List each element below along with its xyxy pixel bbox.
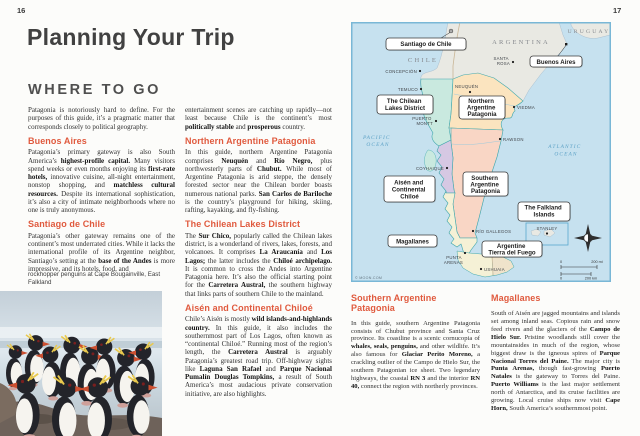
buenos-aires-dot (565, 43, 567, 45)
scale-200-km: 200 km (584, 276, 598, 281)
heading-magallanes: Magallanes (491, 294, 541, 303)
callout-magallanes (388, 235, 438, 248)
patagonia-region-map (351, 22, 611, 282)
argentina-label: ARGENTINA (492, 39, 550, 46)
map-art (351, 22, 611, 282)
scale-200-mi: 200 mi (591, 260, 603, 264)
aisen-paragraph: Chile’s Aisén is mostly wild islands-and-highlands country. In this guide, it also includes the southernmost part of Los Lagos, often known as “continental Chiloé.” Running most of the region’s length, the Carretera Austral is arguably Patagonia’s greatest road trip. Off-highway sights like Laguna San Rafael and Parque Nacional Pumalín Douglas Tompkins, a result of South America’s most audacious private conservation initiative, are also highlights. (185, 315, 332, 398)
penguins-photo-art (0, 291, 162, 436)
svg-text:Santiago de Chile: Santiago de Chile (400, 41, 452, 49)
punta-arenas-dot (464, 252, 466, 254)
temuco-label: TEMUCO (397, 87, 418, 92)
map-credit: © MOON.COM (355, 276, 383, 280)
stanley-dot (546, 232, 548, 234)
intro-paragraph: Patagonia is notoriously hard to define. For the purposes of this guide, it’s a pragmatic matter that corresponds closely to political geography. (28, 106, 175, 131)
page-number-right: 17 (613, 6, 622, 15)
viedma-dot (513, 106, 515, 108)
heading-santiago: Santiago de Chile (28, 219, 106, 230)
buenos-aires-paragraph: Patagonia’s primary gateway is also South America’s highest-profile capital. Many visitors spend weeks or even months enjoying its first-rate hotels, innovative cuisine, all-night entertainment, nonstop shopping, and matchless cultural resources. Despite its international sophistication, it’s also a city of intimate neighborhoods where no one is truly anonymous. (28, 148, 175, 215)
pacific-ocean-label: PACIFIC OCEAN (362, 135, 391, 148)
continuation-paragraph: entertainment scenes are catching up rapidly—not least because Chile is the continent’s most politically stable and prosperous country. (185, 106, 332, 131)
photo-surf-band (0, 327, 162, 338)
callout-chilean-lakes-district (377, 95, 434, 115)
callout-buenos-aires (530, 56, 583, 68)
rawson-label: RAWSON (503, 137, 524, 142)
northern-paragraph: In this guide, northern Argentine Patagonia comprises Neuquén and Río Negro, plus northwesterly parts of Chubut. While most of Argentine Patagonia is arid steppe, the densely forested sector near the Chilean border boasts numerous national parks. San Carlos de Bariloche is the country’s playground for hiking, skiing, rafting, kayaking, and fly-fishing. (185, 148, 332, 215)
heading-buenos-aires: Buenos Aires (28, 135, 87, 146)
uruguay-label: URUGUAY (567, 29, 611, 35)
ushuaia-label: USHUAIA (484, 267, 505, 272)
punta-arenas-label: PUNTA ARENAS (443, 255, 463, 265)
heading-aisen-continental-chiloe: Aisén and Continental Chiloé (185, 302, 313, 313)
magallanes-paragraph: South of Aisén are jagged mountains and islands set among inland seas. Copious rain and snow feed rivers and the glaciers of the Campo de Hielo Sur. Pristine woodlands still cover the mountainsides in much of the region, whose biggest draw is the igneous spires of Parque Nacional Torres del Paine. The major city is Punta Arenas, though fast-growing Puerto Natales is the gateway to Torres del Paine. Puerto Williams is the last major settlement north of Antarctica, and its cruise facilities are growing. Local cruise ships now visit Cape Horn, South America’s southernmost point. (491, 310, 620, 412)
callout-argentine-tierra-del-fuego (482, 241, 543, 258)
stanley-label: STANLEY (536, 226, 558, 231)
lakes-paragraph: The Sur Chico, popularly called the Chilean lakes district, is a wonderland of rivers, lakes, forests, and volcanoes. It comprises La Araucanía and Los Lagos; the latter includes the Chiloé archipelago. It is common to cross the Andes into Argentine Patagonia here. It’s also the official starting point for the Carretera Austral, the southern highway that links parts of southern Chile to the mainland. (185, 231, 332, 298)
rio-gallegos-dot (472, 230, 474, 232)
concepcion-label: CONCEPCIÓN (385, 69, 417, 74)
svg-text:Magallanes: Magallanes (396, 238, 429, 246)
photo-caption: rockhopper penguins at Cape Bougainville, East Falkland (28, 271, 161, 287)
heading-chilean-lakes-district: The Chilean Lakes District (185, 219, 301, 230)
neuquen-label: NEUQUÉN (455, 84, 479, 89)
svg-text:The Chilean Lakes Di: The Chilean Lakes District (385, 98, 425, 112)
rio-gallegos-label: RÍO GALLEGOS (476, 229, 512, 234)
heading-northern-argentine-patagonia: Northern Argentine Patagonia (185, 135, 316, 146)
santiago-paragraph: Patagonia’s other gateway remains one of the continent’s most underrated cities. While it lacks the international profile of its Argentine neighbor, Santiago’s setting at the base of the Andes is more impressive, and its hotels, food, and (28, 231, 175, 272)
svg-text:The Falkland Islands: The Falkland Islands (524, 204, 562, 219)
atlantic-ocean-label: ATLANTIC OCEAN (548, 144, 582, 158)
svg-text:Buenos Aires: Buenos Aires (536, 58, 576, 66)
callout-southern-argentine-patagonia (463, 172, 509, 197)
text-column-3 (351, 294, 480, 436)
svg-text:Southern Argentine: Southern Argentine Patagonia (470, 175, 501, 195)
page-title: Planning Your Trip (27, 24, 235, 50)
callout-falkland-islands (518, 202, 571, 222)
text-column-4 (491, 294, 620, 436)
santiago-capital-marker (449, 29, 453, 33)
heading-southern-argentine-patagonia: Southern Argentine Patagonia (351, 294, 437, 313)
callout-aisen-continental-chiloe (384, 176, 436, 203)
callout-northern-argentine-patagonia (459, 96, 506, 120)
callout-santiago (386, 38, 467, 51)
rawson-dot (499, 138, 501, 140)
penguins-photo (0, 291, 162, 436)
santa-rosa-dot (512, 61, 514, 63)
santa-rosa-label: SANTA ROSA (493, 56, 510, 66)
puerto-montt-label: PUERTO MONTT (412, 116, 433, 126)
coyhaique-label: COYHAIQUE (415, 166, 444, 171)
scale-zero-km: 0 (559, 276, 563, 281)
svg-text:Argentine Tierra del: Argentine Tierra del Fuego (488, 243, 536, 257)
text-column-1 (28, 106, 175, 272)
southern-paragraph: In this guide, southern Argentine Patagonia consists of Chubut province and Santa Cruz province. Its coastline is a scenic cornucopia of whales, seals, penguins, and other wildlife. It’s also famous for Glaciar Perito Moreno, a crackling outlier of the Campo de Hielo Sur, the southern Patagonian ice sheet. Two legendary highways, the coastal RN 3 and the interior RN 40, connect the region with northerly provinces. (351, 319, 480, 390)
puerto-montt-dot (435, 120, 437, 122)
neuquen-dot (469, 91, 471, 93)
svg-text:Northern Argentine: Northern Argentine Patagonia (466, 98, 497, 118)
section-header: WHERE TO GO (28, 82, 162, 98)
concepcion-dot (419, 70, 421, 72)
temuco-dot (420, 88, 422, 90)
scale-zero-mi: 0 (559, 260, 563, 264)
svg-text:Aisén and Continenta: Aisén and Continental Chiloé (391, 179, 426, 201)
chile-label: CHILE (407, 57, 439, 64)
coyhaique-dot (446, 167, 448, 169)
page-number-left: 16 (17, 6, 26, 15)
text-column-2 (185, 106, 332, 436)
viedma-label: VIEDMA (517, 105, 535, 110)
ushuaia-dot (480, 268, 482, 270)
